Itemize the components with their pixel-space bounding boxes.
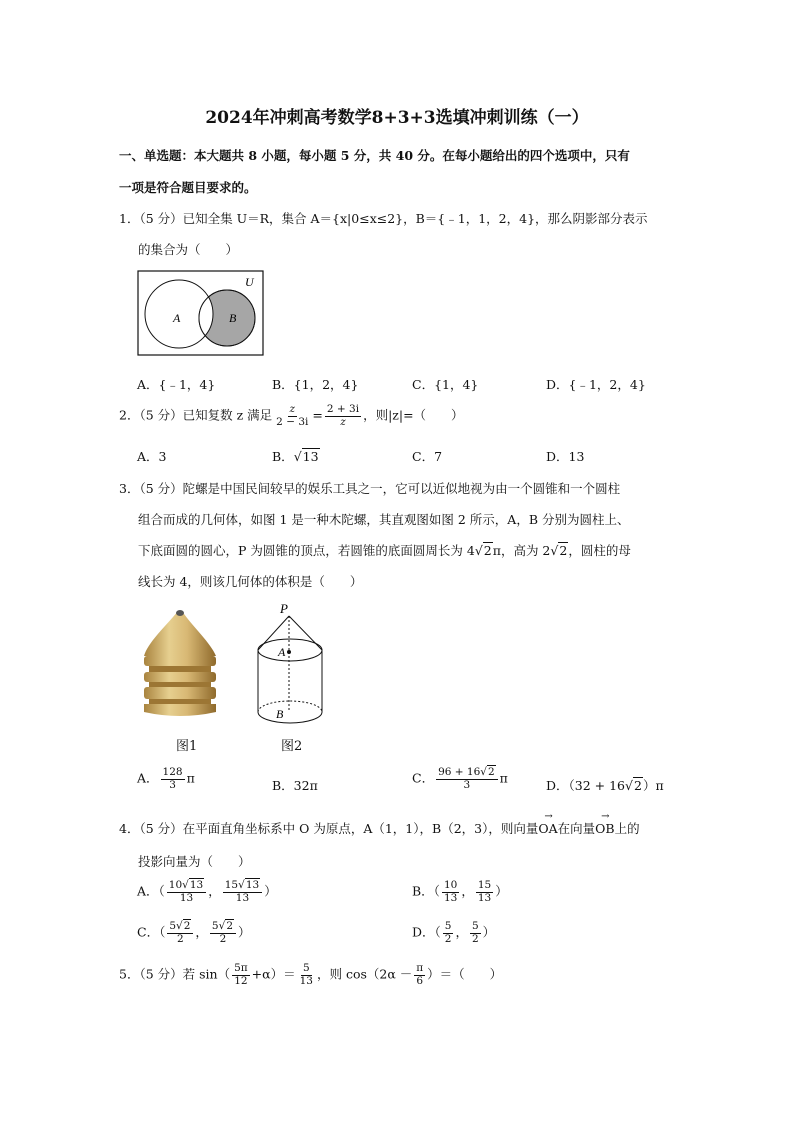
q3-option-a[interactable]: A． $\frac{128}{3}$ π — [137, 766, 195, 791]
q1-stem-line2: 的集合为（ ） — [138, 242, 239, 257]
q5-stem: 5．（5 分）若 sin（ $\frac{5\pi}{12}$ +α）＝ $\frac{5}{13}$ ，则 cos（2α － $\frac{\pi}{6}$ ）＝（ ） — [119, 962, 503, 987]
q3-stem-line3: 下底面圆的圆心，P 为圆锥的顶点，若圆锥的底面圆周长为 4√2π，高为 2√2，圆柱的母 — [138, 543, 631, 558]
q4-option-b[interactable]: B．（ $\frac{10}{13}$ ， $\frac{15}{13}$ ） — [412, 879, 508, 904]
q4-option-a[interactable]: A．（ $\frac{10√13}{13}$ ， $\frac{15√13}{13}$ ） — [137, 879, 277, 904]
q4-option-d[interactable]: D．（ $\frac{5}{2}$ ， $\frac{5}{2}$ ） — [412, 920, 496, 945]
page-title: 2024年冲刺高考数学8+3+3选填冲刺训练（一） — [205, 108, 589, 128]
q2-option-c[interactable]: C．7 — [412, 449, 443, 464]
q3-stem-line4: 线长为 4，则该几何体的体积是（ ） — [138, 574, 363, 589]
q2-stem: 2．（5 分）已知复数 z 满足 $\frac{z}{2 - 3i}$ = $\frac{2 + 3i}{z}$ ，则|z|=（ ） — [119, 403, 464, 428]
section-header-line2: 一项是符合题目要求的。 — [119, 180, 257, 195]
q3-option-d[interactable]: D．（32 + 16√2）π — [546, 778, 664, 793]
point-p-label: P — [280, 601, 288, 616]
q1-option-c[interactable]: C．{1，4} — [412, 377, 479, 392]
vector-ob: → OB — [595, 811, 615, 836]
figure-1-caption: 图1 — [176, 739, 198, 754]
venn-label-u: U — [245, 275, 254, 289]
venn-label-b: B — [229, 311, 237, 325]
section-header-line1: 一、单选题：本大题共 8 小题，每小题 5 分，共 40 分。在每小题给出的四个选项中，只有 — [119, 148, 630, 163]
q3-stem-line2: 组合而成的几何体，如图 1 是一种木陀螺，其直观图如图 2 所示，A，B 分别为圆柱上、 — [138, 512, 630, 527]
q2-option-d[interactable]: D．13 — [546, 449, 585, 464]
q3-option-c[interactable]: C． $\frac{96 + 16√2}{3}$ π — [412, 766, 508, 791]
q2-option-a[interactable]: A．3 — [137, 449, 167, 464]
q2-option-b[interactable]: B．√13 — [272, 449, 319, 464]
figure-2-solid-diagram — [252, 600, 328, 726]
q1-stem-line1: 1．（5 分）已知全集 U＝R，集合 A＝{x|0≤x≤2}，B＝{﹣1，1，2，4}，那么阴影部分表示 — [119, 211, 648, 226]
figure-1-wooden-top — [138, 606, 222, 720]
q4-stem-line1: 4．（5 分）在平面直角坐标系中 O 为原点，A（1，1），B（2，3），则向量 → OA在向量 → OB上的 — [119, 811, 640, 836]
venn-label-a: A — [173, 311, 181, 325]
q1-option-d[interactable]: D．{﹣1，2，4} — [546, 377, 646, 392]
q4-stem-line2: 投影向量为（ ） — [138, 854, 251, 869]
q1-option-b[interactable]: B．{1，2，4} — [272, 377, 359, 392]
vector-oa: → OA — [538, 811, 558, 836]
point-a — [287, 650, 291, 654]
q3-stem-line1: 3．（5 分）陀螺是中国民间较早的娱乐工具之一，它可以近似地视为由一个圆锥和一个圆柱 — [119, 481, 621, 496]
q4-option-c[interactable]: C．（ $\frac{5√2}{2}$ ， $\frac{5√2}{2}$ ） — [137, 920, 251, 945]
q1-venn-diagram — [137, 270, 265, 358]
q3-option-b[interactable]: B．32π — [272, 778, 318, 793]
q2-fraction-1: $\frac{z}{2 - 3i}$ — [276, 403, 309, 428]
figure-2-caption: 图2 — [281, 739, 303, 754]
q1-option-a[interactable]: A．{﹣1，4} — [137, 377, 216, 392]
q2-fraction-2: $\frac{2 + 3i}{z}$ — [326, 403, 360, 428]
point-a-label: A — [278, 645, 286, 659]
point-b-label: B — [276, 707, 284, 721]
